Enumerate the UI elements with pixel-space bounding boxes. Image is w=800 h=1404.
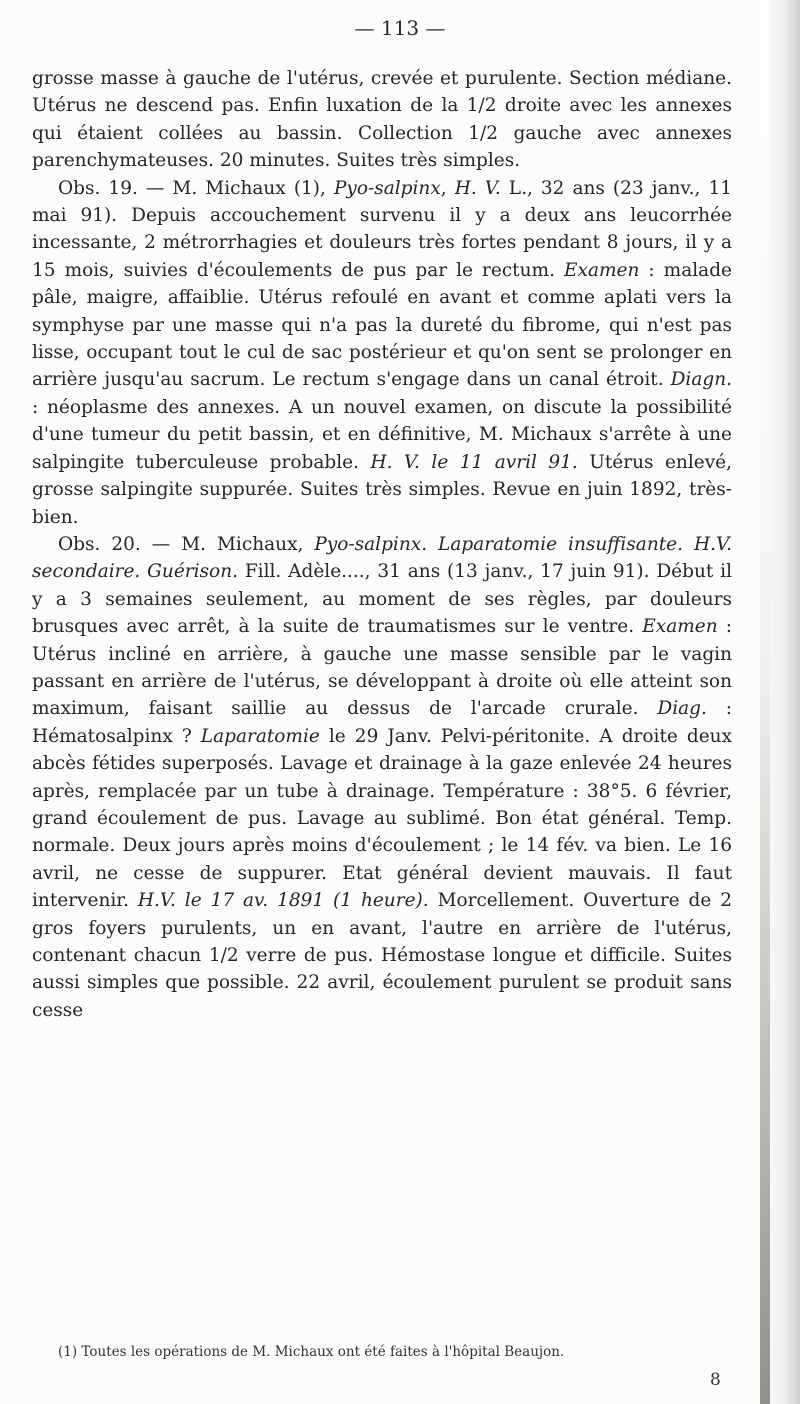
signature-mark: 8 [710, 1370, 721, 1390]
italic-run: Laparatomie [200, 725, 320, 747]
text-run: : néoplasme des annexes. A un nouvel examen, on discute la possibilité d'une tumeur du petit bassin, et en définitive, M. Michaux s'arrête à une salpingite tuberculeuse probable. [32, 396, 732, 473]
paragraph-obs-19 [32, 175, 732, 531]
paragraph-continuation: grosse masse à gauche de l'utérus, crevée et purulente. Section médiane. Utérus ne descend pas. Enfin luxation de la 1/2 droite avec les annexes qui étaient collées au bassin. Collection 1/2 gauche avec annexes parenchymateuses. 20 minutes. Suites très simples. [32, 68, 732, 172]
text-run: Utérus enlevé, grosse salpingite suppurée. Suites très simples. Revue en juin 1892, très-bien. [32, 451, 732, 528]
text-run: , [440, 177, 455, 199]
page-spine-shadow [760, 0, 800, 1404]
text-run: le 29 Janv. Pelvi-péritonite. A droite deux abcès fétides superposés. Lavage et drainage à la gaze enlevée 24 heures après, remplacée par un tube à drainage. Température : 38°5. 6 février, grand écoulement de pus. Lavage au sublimé. Bon état général. Temp. normale. Deux jours après moins d'écoulement ; le 14 fév. va bien. Le 16 avril, ne cesse de suppurer. Etat général devient mauvais. Il faut intervenir. [32, 725, 733, 912]
text-run: : malade pâle, maigre, affaiblie. Utérus refoulé en avant et comme aplati vers la symphyse par une masse qui n'a pas la dureté du fibrome, qui n'est pas lisse, occupant tout le cul de sac postérieur et qu'on sent se prolonger en arrière jusqu'au sacrum. Le rectum s'engage dans un canal étroit. [32, 259, 732, 391]
italic-run: Pyo-salpinx [333, 177, 441, 199]
page-number: — 113 — [354, 16, 446, 40]
text-run: : Hématosalpinx ? [32, 698, 732, 747]
italic-run: Diagn. [670, 369, 732, 391]
italic-run: H.V. le 17 av. 1891 (1 heure). [137, 890, 429, 912]
text-run: Fill. Adèle...., 31 ans (13 janv., 17 juin 91). Début il y a 3 semaines seulement, au moment de ses règles, par douleurs brusques avec arrêt, à la suite de traumatismes sur le ventre. [32, 561, 732, 638]
page-edge [760, 0, 770, 1404]
footnote: (1) Toutes les opérations de M. Michaux ont été faites à l'hôpital Beaujon. [58, 1344, 565, 1360]
text-run: Obs. 19. — M. Michaux (1), [58, 177, 334, 199]
italic-run: Examen [642, 616, 718, 638]
italic-run: Pyo-salpinx. Laparatomie insuffisante. H.V. secondaire. Guérison. [32, 533, 732, 583]
italic-run: H. V. le 11 avril 91. [370, 451, 578, 473]
body-text [32, 65, 732, 1024]
text-run: Morcellement. Ouverture de 2 gros foyers purulents, un en avant, l'autre en arrière de l'utérus, contenant chacun 1/2 verre de pus. Hémostase longue et difficile. Suites aussi simples que possible. 22 avril, écoulement purulent se produit sans cesse [32, 890, 732, 1021]
italic-run: Diag. [657, 698, 707, 720]
text-run: Obs. 20. — M. Michaux, [58, 533, 315, 555]
text-run: : Utérus incliné en arrière, à gauche une masse sensible par le vagin passant en arrière de l'utérus, se développant à droite où elle atteint son maximum, faisant saillie au dessus de l'arcade crurale. [32, 616, 732, 720]
paragraph-obs-20 [32, 531, 732, 1024]
text-run: L., 32 ans (23 janv., 11 mai 91). Depuis accouchement survenu il y a deux ans leucorrhée incessante, 2 métrorrhagies et douleurs très fortes pendant 8 jours, il y a 15 mois, suivies d'écoulements de pus par le rectum. [32, 177, 732, 281]
italic-run: H. V. [454, 177, 501, 199]
italic-run: Examen [564, 259, 640, 281]
